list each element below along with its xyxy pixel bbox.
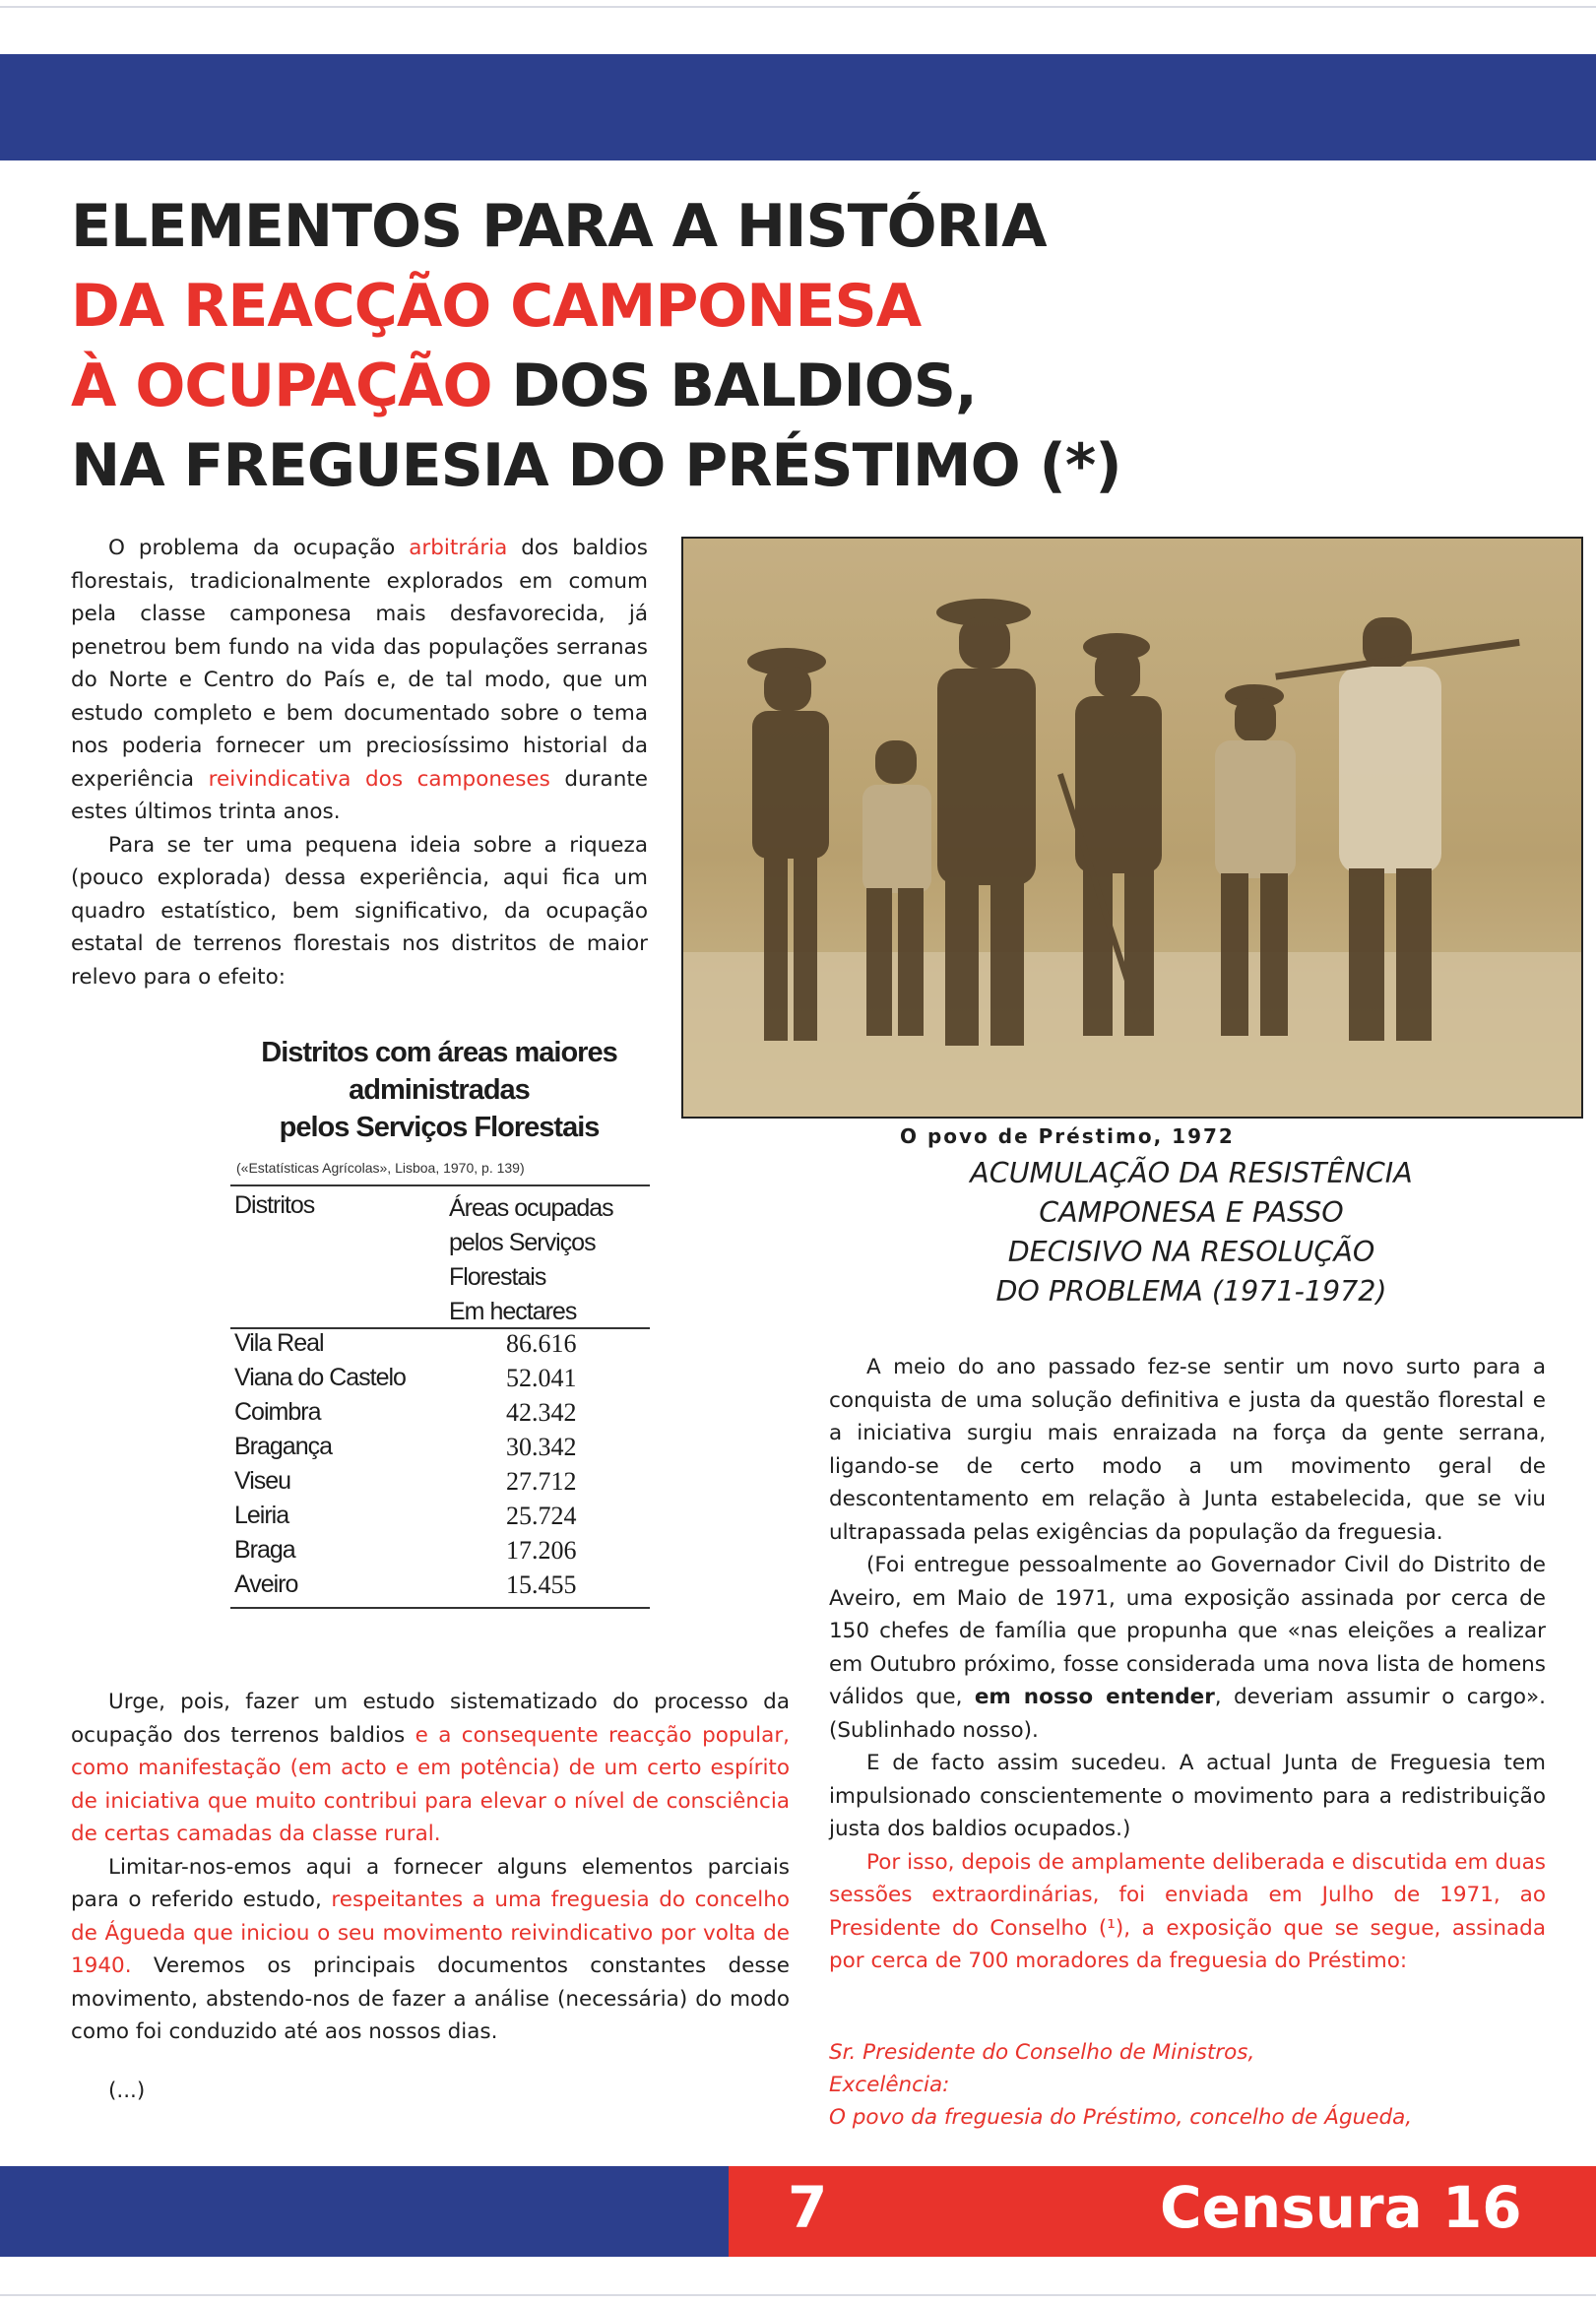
right-p2-b: , deveriam assumir o cargo». (Sublinhado nosso). <box>829 1685 1546 1743</box>
table-cell-area: 25.724 <box>506 1502 577 1530</box>
table-cell-area: 42.342 <box>506 1398 577 1427</box>
table-cell-district: Coimbra <box>234 1398 321 1426</box>
header-band <box>0 54 1596 160</box>
lower-paragraph-1 <box>71 1686 790 1851</box>
footer-blue-band <box>0 2166 729 2257</box>
lower-p2-b: Veremos os principais documentos constantes desse movimento, abstendo-nos de fazer a análise (necessária) do modo como foi conduzido até aos nossos dias. <box>71 1953 790 2044</box>
section-title <box>906 1154 1477 1312</box>
publication-name: Censura 16 <box>1160 2174 1522 2241</box>
intro-paragraph-1 <box>71 532 648 829</box>
table-header-areas <box>449 1191 613 1329</box>
table-cell-district: Vila Real <box>234 1329 324 1357</box>
table-row <box>234 1398 648 1433</box>
right-paragraph-2 <box>829 1549 1546 1747</box>
lower-left-text <box>71 1686 790 2107</box>
table-row <box>234 1467 648 1502</box>
table-row <box>234 1433 648 1467</box>
table-cell-area: 30.342 <box>506 1433 577 1461</box>
letter-line-3: O povo da freguesia do Préstimo, concelho de Águeda, <box>829 2105 1413 2130</box>
title-line-3-red: À OCUPAÇÃO <box>71 352 492 420</box>
table-title-line-2: administradas <box>349 1074 530 1106</box>
table-header-areas-line-4: Em hectares <box>449 1298 577 1325</box>
right-p2-bold: em nosso entender <box>974 1685 1215 1709</box>
table-row <box>234 1364 648 1398</box>
title-line-3-rest: DOS BALDIOS, <box>491 352 977 420</box>
bottom-hairline <box>0 2294 1596 2296</box>
table-cell-area: 52.041 <box>506 1364 577 1392</box>
table-row <box>234 1329 648 1364</box>
table-cell-area: 27.712 <box>506 1467 577 1496</box>
photo-caption: O povo de Préstimo, 1972 <box>900 1124 1235 1148</box>
page-number: 7 <box>788 2174 828 2241</box>
ellipsis: (...) <box>108 2078 146 2103</box>
letter-opening <box>829 2036 1546 2134</box>
photo-people-of-prestimo <box>681 537 1583 1119</box>
table-cell-district: Aveiro <box>234 1570 298 1598</box>
table-cell-district: Viana do Castelo <box>234 1364 406 1391</box>
intro-p1-a: O problema da ocupação <box>108 536 410 560</box>
table-header-areas-line-2: pelos Serviços <box>449 1229 596 1256</box>
right-paragraph-3: E de facto assim sucedeu. A actual Junta de Freguesia tem impulsionado conscientemente o movimento para a redistribuição justa dos baldios ocupados.) <box>829 1751 1546 1841</box>
table-top-rule <box>230 1184 650 1186</box>
table-title <box>228 1034 650 1146</box>
right-column-text <box>829 1351 1546 1978</box>
table-cell-area: 86.616 <box>506 1329 577 1358</box>
article-title <box>71 187 1528 506</box>
table-title-line-1: Distritos com áreas maiores <box>261 1037 617 1068</box>
right-paragraph-1: A meio do ano passado fez-se sentir um novo surto para a conquista de uma solução definitiva e justa da questão florestal e a iniciativa surgiu mais enraizada na força da gente serrana, ligando-se de certo modo a um movimento geral de descontentamento em relação à Junta estabelecida, que se viu ultrapassada pelas exigências da população da freguesia. <box>829 1355 1546 1545</box>
table-source: («Estatísticas Agrícolas», Lisboa, 1970, p. 139) <box>236 1160 525 1176</box>
section-title-line-1: ACUMULAÇÃO DA RESISTÊNCIA <box>970 1157 1413 1189</box>
table-title-line-3: pelos Serviços Florestais <box>279 1112 600 1143</box>
intro-p1-c: durante estes últimos trinta anos. <box>71 766 648 824</box>
title-line-4: NA FREGUESIA DO PRÉSTIMO (*) <box>71 431 1121 500</box>
right-p2-a: (Foi entregue pessoalmente ao Governador Civil do Distrito de Aveiro, em Maio de 1971, uma exposição assinada por cerca de 150 chefes de família que propunha que «nas eleições a realizar em Outubro próximo, fosse considerada uma nova lista de homens válidos que, <box>829 1553 1546 1709</box>
table-cell-district: Viseu <box>234 1467 291 1495</box>
table-cell-district: Leiria <box>234 1502 289 1529</box>
section-title-line-2: CAMPONESA E PASSO <box>1039 1196 1344 1229</box>
letter-line-1: Sr. Presidente do Conselho de Ministros, <box>829 2040 1255 2065</box>
lower-p2-red: respeitantes a uma freguesia do concelho de Águeda que iniciou o seu movimento reivindicativo por volta de 1940. <box>71 1888 790 1978</box>
photo-illustration <box>683 539 1581 1117</box>
section-title-line-3: DECISIVO NA RESOLUÇÃO <box>1007 1236 1375 1268</box>
table-row <box>234 1502 648 1536</box>
top-hairline <box>0 6 1596 8</box>
table-cell-area: 17.206 <box>506 1536 577 1565</box>
table-row <box>234 1570 648 1605</box>
lower-p2-a: Limitar-nos-emos aqui a fornecer alguns elementos parciais para o referido estudo, <box>71 1854 790 1912</box>
table-header-areas-line-3: Florestais <box>449 1263 546 1291</box>
lower-paragraph-2 <box>71 1851 790 2049</box>
intro-paragraph-2: Para se ter uma pequena ideia sobre a riqueza (pouco explorada) dessa experiência, aqui fica um quadro estatístico, bem significativo, da ocupação estatal de terrenos florestais nos distritos de maior relevo para o efeito: <box>71 832 648 990</box>
lower-p1-red: e a consequente reacção popular, como manifestação (em acto e em potência) de um certo espírito de iniciativa que muito contribui para elevar o nível de consciência de certas camadas da classe rural. <box>71 1722 790 1846</box>
table-cell-area: 15.455 <box>506 1570 577 1599</box>
title-line-3 <box>71 347 1528 426</box>
lower-p1-a: Urge, pois, fazer um estudo sistematizado do processo da ocupação dos terrenos baldios <box>71 1690 790 1748</box>
title-line-2: DA REACÇÃO CAMPONESA <box>71 272 922 341</box>
intro-p1-b: dos baldios florestais, tradicionalmente explorados em comum pela classe camponesa mais desfavorecida, já penetrou bem fundo na vida das populações serranas do Norte e Centro do País e, de tal modo, que um estudo completo e bem documentado sobre o tema nos poderia fornecer um preciosíssimo historial da experiência <box>71 536 648 792</box>
intro-p1-red2: reivindicativa dos camponeses <box>208 766 550 792</box>
table-bottom-rule <box>230 1607 650 1609</box>
intro-text <box>71 532 648 993</box>
table-row <box>234 1536 648 1570</box>
table-cell-district: Braga <box>234 1536 295 1564</box>
intro-p1-red1: arbitrária <box>409 536 508 560</box>
table-header-areas-line-1: Áreas ocupadas <box>449 1194 613 1222</box>
letter-line-2: Excelência: <box>829 2073 950 2097</box>
title-line-1: ELEMENTOS PARA A HISTÓRIA <box>71 192 1047 261</box>
right-paragraph-4: Por isso, depois de amplamente deliberada e discutida em duas sessões extraordinárias, foi enviada em Julho de 1971, ao Presidente do Conselho (¹), a exposição que se segue, assinada por cerca de 700 moradores da freguesia do Préstimo: <box>829 1849 1546 1973</box>
table-cell-district: Bragança <box>234 1433 333 1460</box>
section-title-line-4: DO PROBLEMA (1971-1972) <box>995 1275 1387 1308</box>
table-header-districts: Distritos <box>234 1191 315 1219</box>
